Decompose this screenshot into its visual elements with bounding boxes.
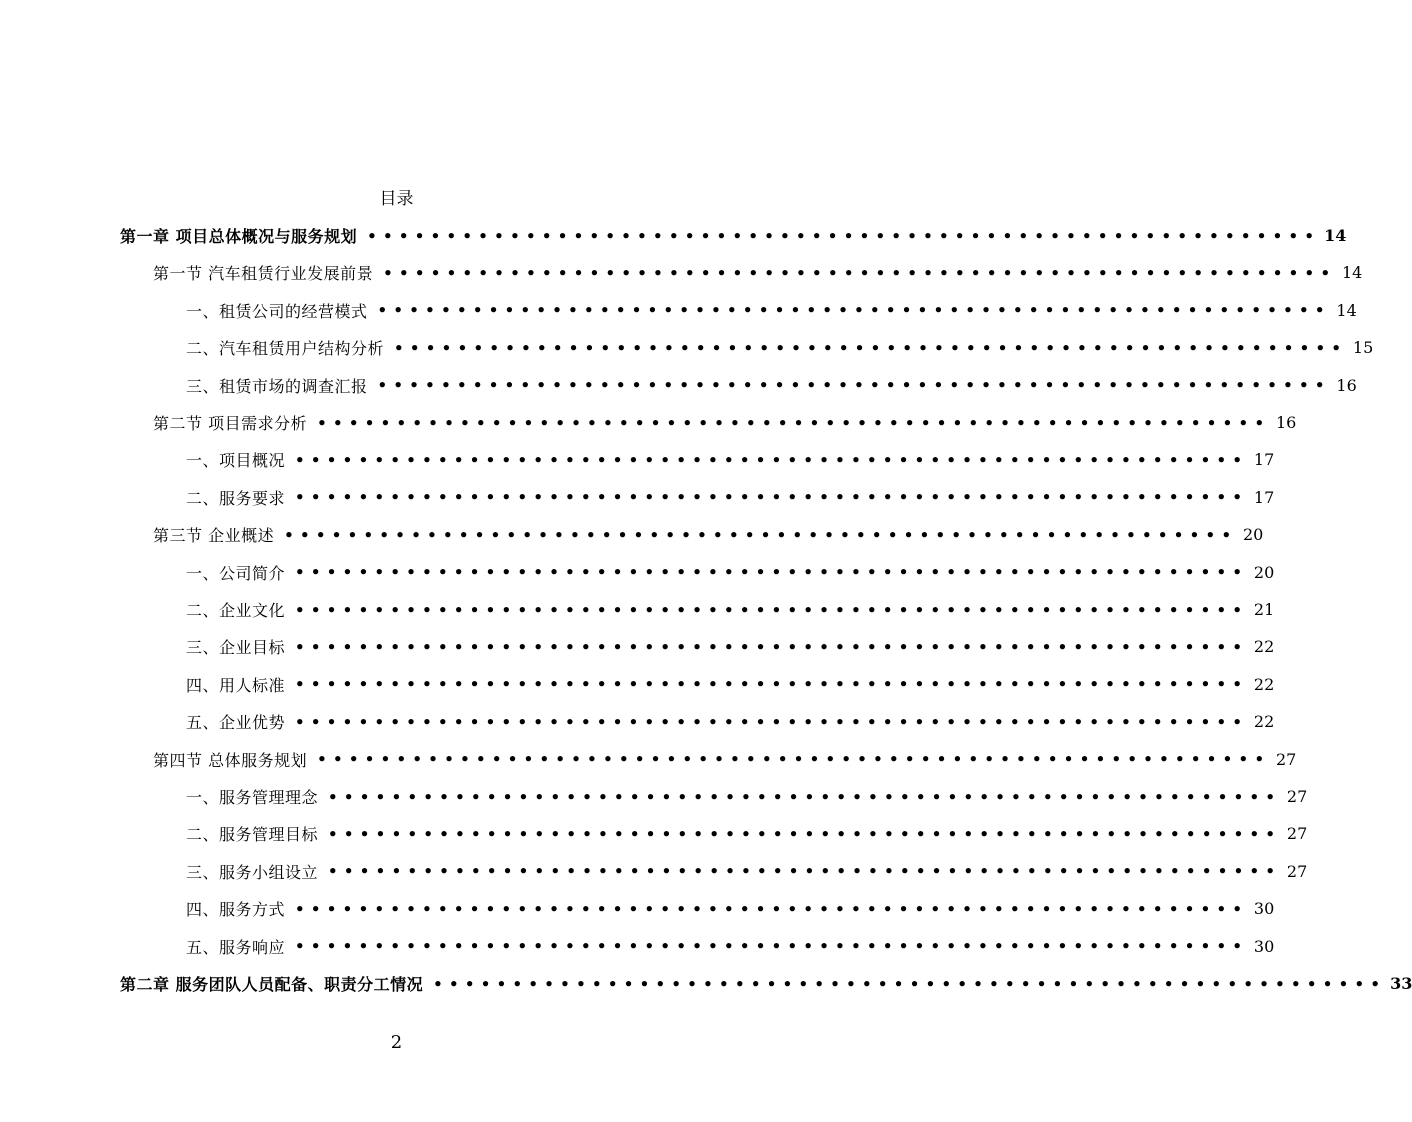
toc-entry-page-number: 16 [1275, 413, 1297, 432]
toc-entry-page-number: 27 [1286, 861, 1308, 881]
toc-entry-label: 三、租赁市场的调查汇报 [186, 376, 368, 396]
toc-entry-page-number: 14 [1336, 300, 1357, 320]
toc-entry-item[interactable] [186, 703, 1275, 740]
toc-entry-item[interactable] [186, 628, 1275, 665]
toc-entry-label: 三、服务小组设立 [186, 862, 319, 882]
toc-entry-item[interactable] [186, 778, 1308, 815]
toc-entry-page-number: 16 [1336, 375, 1357, 395]
toc-entry-item[interactable] [186, 367, 1357, 404]
page-number: 2 [390, 1032, 403, 1053]
toc-dot-leader: •••••••••••••••••••••••••••••••••••••••••••••••••••••••••••• [295, 637, 1249, 656]
toc-entry-item[interactable] [186, 479, 1275, 516]
toc-entry-label: 二、企业文化 [186, 601, 286, 620]
toc-entry-page-number: 20 [1253, 562, 1275, 582]
toc-entry-label: 一、项目概况 [186, 451, 286, 471]
toc-dot-leader: •••••••••••••••••••••••••••••••••••••••••••••••••••••••••••• [377, 301, 1331, 320]
toc-entry-item[interactable] [186, 815, 1308, 852]
toc-entry-label: 二、服务要求 [186, 488, 286, 508]
toc-entry-item[interactable] [186, 441, 1275, 478]
toc-dot-leader: •••••••••••••••••••••••••••••••••••••••••••••••••••••••••••• [383, 263, 1337, 282]
toc-entry-label: 三、企业目标 [186, 638, 286, 658]
toc-dot-leader: •••••••••••••••••••••••••••••••••••••••••••••••••••••••••••• [295, 488, 1249, 507]
toc-dot-leader: •••••••••••••••••••••••••••••••••••••••••••••••••••••••••••• [284, 525, 1238, 544]
toc-dot-leader: •••••••••••••••••••••••••••••••••••••••••••••••••••••••••••• [328, 862, 1282, 881]
toc-entry-page-number: 22 [1253, 674, 1275, 694]
toc-dot-leader: •••••••••••••••••••••••••••••••••••••••••••••••••••••••••••• [295, 450, 1249, 469]
toc-entry-item[interactable] [186, 329, 1374, 366]
toc-entry-page-number: 22 [1253, 712, 1275, 732]
toc-entry-section[interactable] [153, 741, 1297, 778]
toc-entry-chapter[interactable] [120, 965, 1412, 1002]
toc-entry-section[interactable] [153, 516, 1264, 553]
toc-entry-label: 一、租赁公司的经营模式 [186, 301, 368, 321]
toc-entry-item[interactable] [186, 890, 1275, 927]
toc-entry-label: 五、服务响应 [186, 937, 286, 957]
toc-entry-page-number: 14 [1324, 226, 1347, 245]
toc-dot-leader: •••••••••••••••••••••••••••••••••••••••••••••••••••••••••••• [295, 600, 1249, 619]
toc-entry-label: 第三节 企业概述 [153, 526, 275, 546]
toc-entry-section[interactable] [153, 404, 1297, 441]
toc-dot-leader: •••••••••••••••••••••••••••••••••••••••••••••••••••••••••••• [328, 824, 1282, 843]
toc-entry-page-number: 15 [1352, 338, 1374, 358]
toc-entry-label: 第二节 项目需求分析 [153, 414, 308, 433]
toc-entry-section[interactable] [153, 254, 1363, 291]
toc-entry-label: 一、服务管理理念 [186, 788, 319, 807]
toc-entry-label: 第一节 汽车租赁行业发展前景 [153, 264, 374, 284]
toc-entry-page-number: 17 [1253, 450, 1275, 470]
toc-dot-leader: •••••••••••••••••••••••••••••••••••••••••••••••••••••••••••• [317, 413, 1271, 432]
toc-entry-item[interactable] [186, 554, 1275, 591]
toc-entry-page-number: 22 [1253, 637, 1275, 657]
toc-entry-label: 一、公司简介 [186, 563, 286, 583]
toc-entry-page-number: 30 [1253, 899, 1275, 919]
toc-entry-item[interactable] [186, 928, 1275, 965]
toc-entry-label: 四、用人标准 [186, 675, 286, 695]
toc-dot-leader: •••••••••••••••••••••••••••••••••••••••••••••••••••••••••••• [295, 712, 1249, 731]
toc-entry-label: 第四节 总体服务规划 [153, 750, 308, 770]
toc-dot-leader: •••••••••••••••••••••••••••••••••••••••••••••••••••••••••••• [317, 750, 1271, 769]
toc-entry-page-number: 27 [1286, 824, 1308, 844]
toc-dot-leader: •••••••••••••••••••••••••••••••••••••••••••••••••••••••••••• [394, 338, 1348, 357]
toc-entry-page-number: 14 [1341, 263, 1363, 283]
toc-entry-page-number: 17 [1253, 487, 1275, 507]
toc-entry-page-number: 20 [1242, 525, 1264, 545]
toc-dot-leader: •••••••••••••••••••••••••••••••••••••••••••••••••••••••••••• [433, 974, 1387, 993]
toc-entry-page-number: 30 [1253, 936, 1275, 956]
toc-entry-item[interactable] [186, 292, 1357, 329]
toc-entry-item[interactable] [186, 853, 1308, 890]
toc-dot-leader: •••••••••••••••••••••••••••••••••••••••••••••••••••••••••••• [295, 937, 1249, 956]
toc-dot-leader: •••••••••••••••••••••••••••••••••••••••••••••••••••••••••••• [295, 563, 1249, 582]
toc-dot-leader: •••••••••••••••••••••••••••••••••••••••••••••••••••••••••••• [328, 787, 1282, 806]
toc-entry-label: 第二章 服务团队人员配备、职责分工情况 [120, 975, 424, 994]
toc-entry-item[interactable] [186, 666, 1275, 703]
toc-entry-label: 二、汽车租赁用户结构分析 [186, 339, 385, 359]
toc-entry-page-number: 33 [1390, 974, 1412, 993]
toc-entry-page-number: 21 [1253, 600, 1275, 619]
toc-entry-page-number: 27 [1275, 749, 1297, 769]
toc-entry-label: 第一章 项目总体概况与服务规划 [120, 227, 358, 246]
toc-entry-item[interactable] [186, 591, 1275, 628]
toc-entry-page-number: 27 [1286, 787, 1308, 806]
toc-entry-chapter[interactable] [120, 217, 1347, 254]
toc-dot-leader: •••••••••••••••••••••••••••••••••••••••••••••••••••••••••••• [295, 899, 1249, 918]
toc-dot-leader: •••••••••••••••••••••••••••••••••••••••••••••••••••••••••••• [367, 226, 1321, 245]
toc-dot-leader: •••••••••••••••••••••••••••••••••••••••••••••••••••••••••••• [377, 376, 1331, 395]
toc-title: 目录 [379, 189, 414, 209]
toc-dot-leader: •••••••••••••••••••••••••••••••••••••••••••••••••••••••••••• [295, 675, 1249, 694]
toc-entry-label: 五、企业优势 [186, 713, 286, 733]
toc-entry-label: 四、服务方式 [186, 900, 286, 920]
toc-entry-label: 二、服务管理目标 [186, 825, 319, 845]
